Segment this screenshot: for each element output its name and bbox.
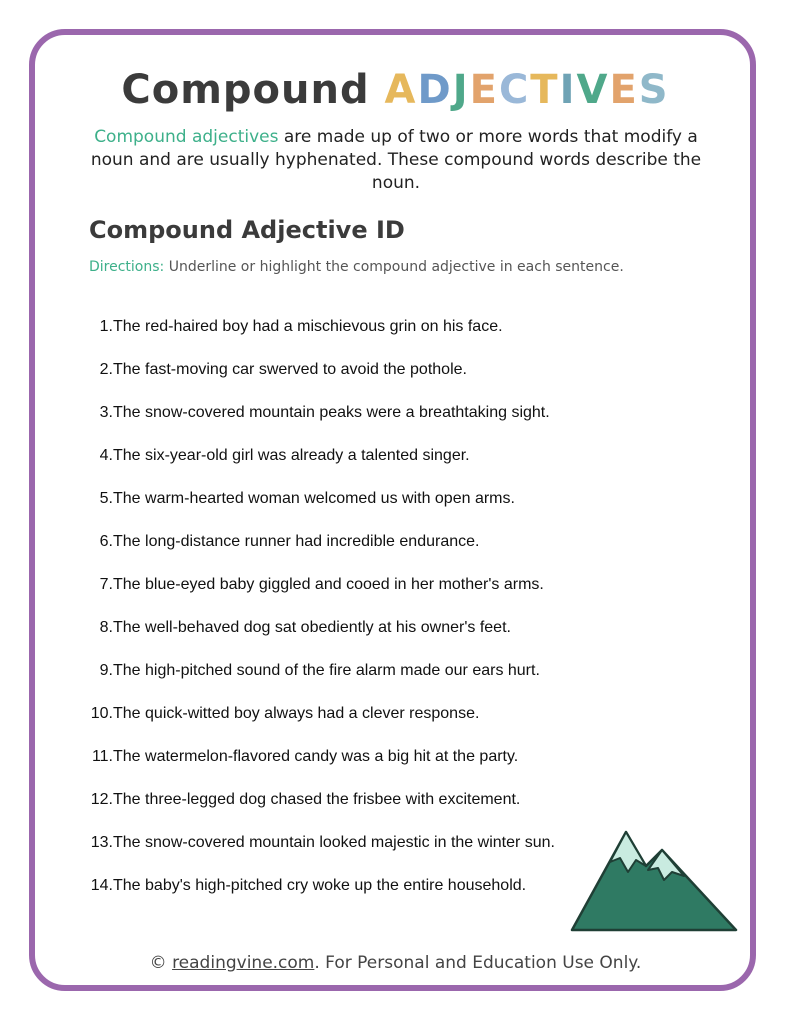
item-number: 9. xyxy=(99,662,113,679)
title-letter: A xyxy=(384,67,418,113)
copyright-symbol: © xyxy=(149,953,167,973)
list-item xyxy=(76,359,555,402)
item-number: 4. xyxy=(99,447,113,464)
title-letter: E xyxy=(469,67,499,113)
item-text: The six-year-old girl was already a talented singer. xyxy=(113,447,470,464)
list-item xyxy=(76,316,555,359)
intro-text: are made up of two or more words that modify a noun and are usually hyphenated. These compound words describe the noun. xyxy=(90,127,702,193)
list-item xyxy=(76,746,555,789)
mountain-icon xyxy=(568,826,740,936)
title-compound: Compound xyxy=(121,67,370,113)
title-letter: C xyxy=(498,67,531,113)
title-letter: T xyxy=(530,67,560,113)
list-item xyxy=(76,703,555,746)
footer-text: . For Personal and Education Use Only. xyxy=(314,953,642,973)
title-adjectives xyxy=(385,67,670,113)
list-item xyxy=(76,875,555,918)
item-text: The snow-covered mountain looked majestic in the winter sun. xyxy=(113,834,555,851)
directions xyxy=(89,259,624,275)
title-letter: E xyxy=(609,67,639,113)
footer xyxy=(0,953,791,973)
item-text: The baby's high-pitched cry woke up the entire household. xyxy=(113,877,527,894)
item-number: 5. xyxy=(99,490,113,507)
title-letter: J xyxy=(452,67,470,113)
item-number: 14. xyxy=(90,877,113,894)
list-item xyxy=(76,445,555,488)
section-title: Compound Adjective ID xyxy=(89,216,405,244)
item-number: 8. xyxy=(99,619,113,636)
directions-text: Underline or highlight the compound adjective in each sentence. xyxy=(164,259,624,275)
item-text: The three-legged dog chased the frisbee with excitement. xyxy=(113,791,521,808)
item-text: The fast-moving car swerved to avoid the pothole. xyxy=(113,361,467,378)
page-title xyxy=(0,64,791,116)
footer-link[interactable]: readingvine.com xyxy=(172,953,315,973)
item-number: 1. xyxy=(99,318,113,335)
item-number: 7. xyxy=(99,576,113,593)
intro-accent: Compound adjectives xyxy=(94,127,279,147)
item-text: The watermelon-flavored candy was a big hit at the party. xyxy=(113,748,519,765)
list-item xyxy=(76,531,555,574)
item-text: The warm-hearted woman welcomed us with open arms. xyxy=(113,490,515,507)
item-text: The long-distance runner had incredible endurance. xyxy=(113,533,480,550)
item-number: 11. xyxy=(91,748,113,765)
item-text: The high-pitched sound of the fire alarm made our ears hurt. xyxy=(113,662,540,679)
item-number: 13. xyxy=(90,834,113,851)
item-text: The well-behaved dog sat obediently at his owner's feet. xyxy=(113,619,511,636)
sentence-list xyxy=(76,316,555,918)
title-letter: V xyxy=(576,67,610,113)
list-item xyxy=(76,832,555,875)
list-item xyxy=(76,402,555,445)
item-number: 6. xyxy=(99,533,113,550)
list-item xyxy=(76,488,555,531)
title-letter: S xyxy=(638,67,670,113)
item-text: The blue-eyed baby giggled and cooed in her mother's arms. xyxy=(113,576,544,593)
item-number: 3. xyxy=(99,404,113,421)
list-item xyxy=(76,574,555,617)
item-text: The quick-witted boy always had a clever response. xyxy=(113,705,480,722)
intro-paragraph xyxy=(84,126,708,195)
title-letter: D xyxy=(417,67,453,113)
item-number: 2. xyxy=(99,361,113,378)
title-letter: I xyxy=(559,67,577,113)
item-number: 12. xyxy=(90,791,113,808)
list-item xyxy=(76,617,555,660)
item-text: The red-haired boy had a mischievous grin on his face. xyxy=(113,318,503,335)
item-number: 10. xyxy=(90,705,113,722)
item-text: The snow-covered mountain peaks were a breathtaking sight. xyxy=(113,404,550,421)
directions-label: Directions: xyxy=(89,259,165,275)
list-item xyxy=(76,789,555,832)
list-item xyxy=(76,660,555,703)
